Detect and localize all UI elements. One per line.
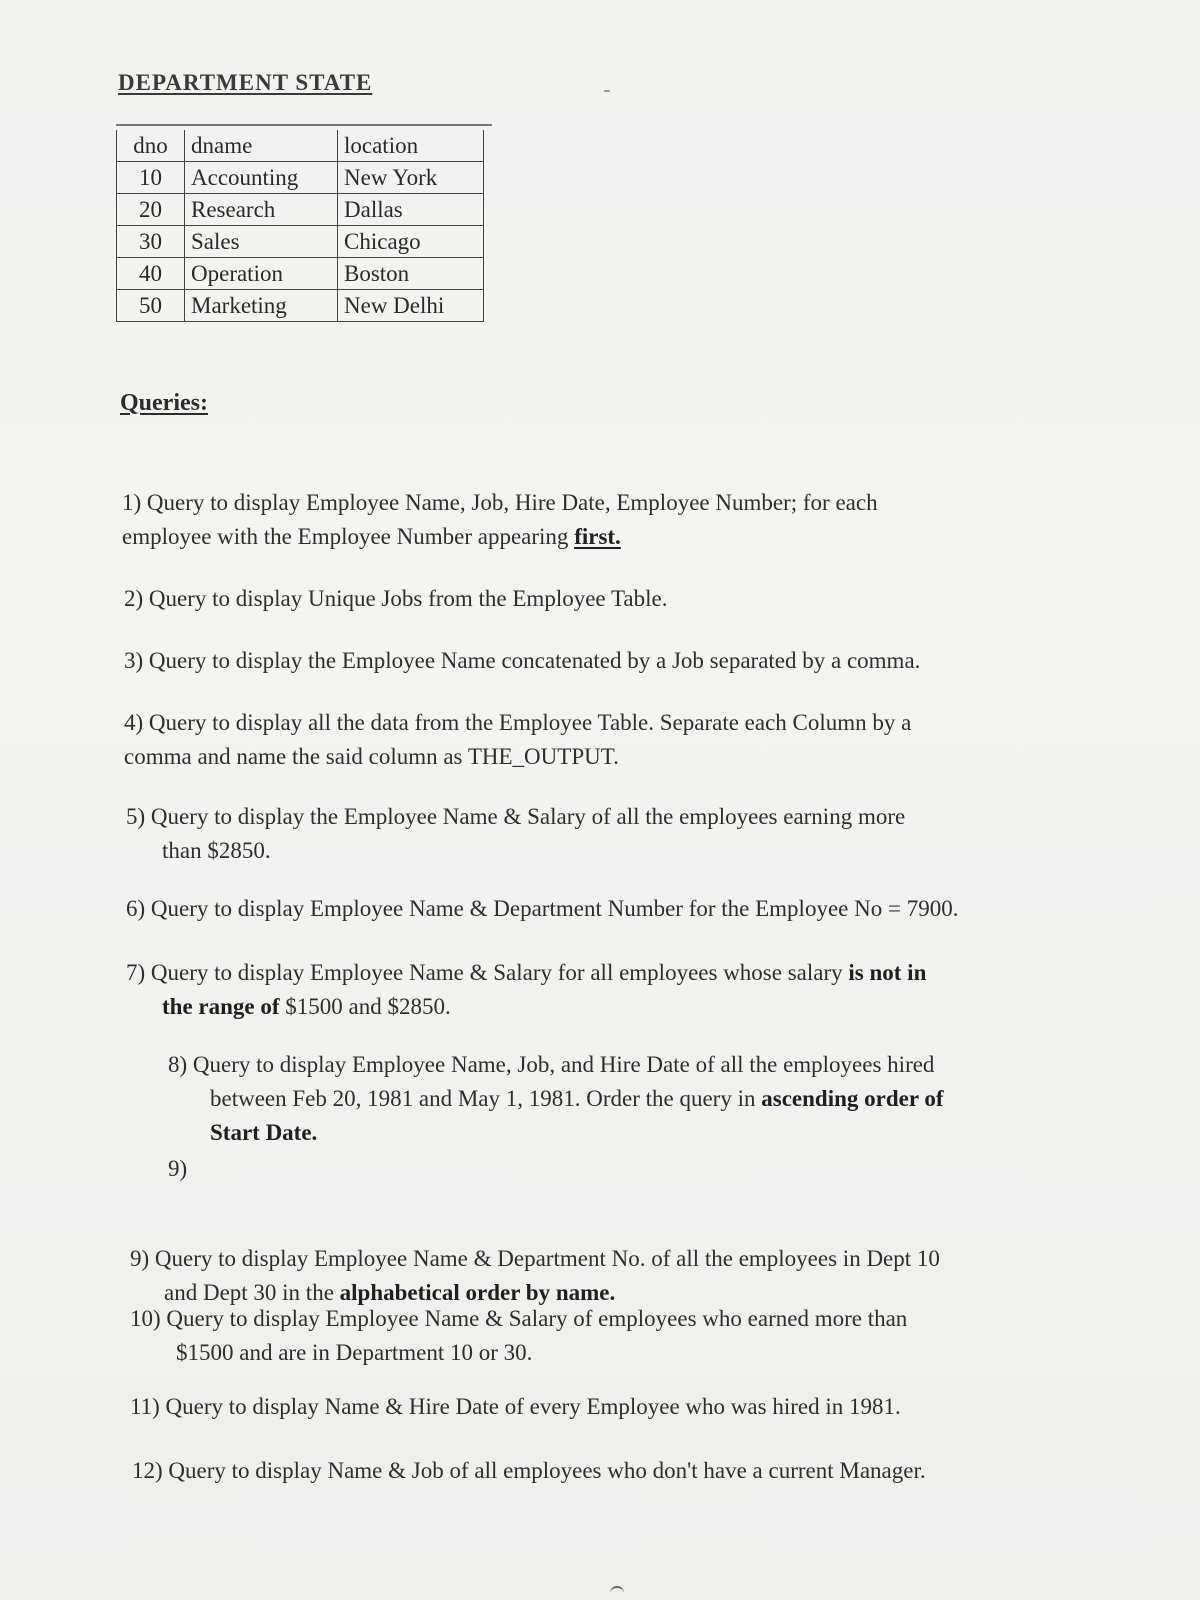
query-8 [168, 1048, 1098, 1150]
cell-dno: 10 [117, 162, 185, 194]
table-row [117, 162, 484, 194]
query-8-line-2-text: between Feb 20, 1981 and May 1, 1981. Order the query in [210, 1086, 762, 1111]
query-10-line-1: 10) Query to display Employee Name & Salary of employees who earned more than [130, 1306, 908, 1331]
query-7-line-1 [126, 960, 926, 985]
query-8-line-2 [168, 1082, 1098, 1116]
query-11: 11) Query to display Name & Hire Date of every Employee who was hired in 1981. [130, 1394, 901, 1419]
query-7 [126, 956, 1086, 1024]
query-4-line-1: 4) Query to display all the data from the Employee Table. Separate each Column by a [124, 710, 912, 735]
query-1-line-2 [122, 520, 1082, 554]
query-6: 6) Query to display Employee Name & Department Number for the Employee No = 7900. [126, 896, 959, 921]
table-header-row [117, 130, 484, 162]
header-location: location [338, 130, 484, 162]
query-9 [130, 1242, 1090, 1310]
query-10-line-2: $1500 and are in Department 10 or 30. [176, 1340, 533, 1365]
query-9-stub: 9) [168, 1156, 188, 1181]
query-7-line-1-bold: is not in [848, 960, 927, 985]
query-8-line-3-bold: Start Date. [210, 1120, 318, 1145]
cell-dno: 50 [117, 290, 185, 322]
cell-dname: Research [185, 194, 338, 226]
cell-location: New York [338, 162, 484, 194]
query-8-line-1: 8) Query to display Employee Name, Job, and Hire Date of all the employees hired [168, 1052, 935, 1077]
cell-location: New Delhi [338, 290, 484, 322]
cell-location: Chicago [338, 226, 484, 258]
query-9-line-2-bold: alphabetical order by name. [339, 1280, 616, 1305]
query-9-line-1: 9) Query to display Employee Name & Department No. of all the employees in Dept 10 [130, 1246, 940, 1271]
query-4-line-2: comma and name the said column as THE_OUTPUT. [124, 744, 619, 769]
paper-speck [604, 90, 610, 92]
query-1-emphasis: first. [574, 524, 621, 549]
query-10 [130, 1302, 1090, 1370]
query-7-line-1-text: 7) Query to display Employee Name & Salary for all employees whose salary [126, 960, 849, 985]
query-8-line-2-bold: ascending order of [761, 1086, 944, 1111]
document-title: DEPARTMENT STATE [118, 70, 373, 95]
queries-heading: Queries: [120, 390, 208, 416]
department-table-container [116, 124, 492, 322]
department-table [116, 130, 484, 322]
query-1-line-2-text: employee with the Employee Number appearing [122, 524, 575, 549]
table-row [117, 194, 484, 226]
query-2: 2) Query to display Unique Jobs from the Employee Table. [124, 586, 668, 611]
cell-dno: 20 [117, 194, 185, 226]
query-5-line-1: 5) Query to display the Employee Name & Salary of all the employees earning more [126, 804, 906, 829]
cell-dno: 30 [117, 226, 185, 258]
table-top-rule [116, 124, 492, 126]
header-dno: dno [117, 130, 185, 162]
header-dname: dname [185, 130, 338, 162]
query-7-line-2-text: $1500 and $2850. [279, 994, 451, 1019]
table-row [117, 258, 484, 290]
query-4 [124, 706, 1084, 774]
cell-dname: Operation [185, 258, 338, 290]
table-row [117, 290, 484, 322]
cell-location: Boston [338, 258, 484, 290]
cell-location: Dallas [338, 194, 484, 226]
page-number-mark [610, 1586, 624, 1596]
query-1 [122, 486, 1082, 554]
query-7-line-2 [126, 990, 1086, 1024]
query-5-line-2: than $2850. [162, 838, 271, 863]
query-8-line-3 [168, 1116, 1098, 1150]
cell-dname: Accounting [185, 162, 338, 194]
query-3: 3) Query to display the Employee Name concatenated by a Job separated by a comma. [124, 648, 921, 673]
query-9-line-2-text: and Dept 30 in the [164, 1280, 340, 1305]
table-row [117, 226, 484, 258]
query-5 [126, 800, 1086, 868]
query-12: 12) Query to display Name & Job of all employees who don't have a current Manager. [132, 1458, 926, 1483]
cell-dname: Marketing [185, 290, 338, 322]
query-1-line-1: 1) Query to display Employee Name, Job, Hire Date, Employee Number; for each [122, 490, 878, 515]
cell-dname: Sales [185, 226, 338, 258]
cell-dno: 40 [117, 258, 185, 290]
query-7-line-2-bold: the range of [162, 994, 280, 1019]
